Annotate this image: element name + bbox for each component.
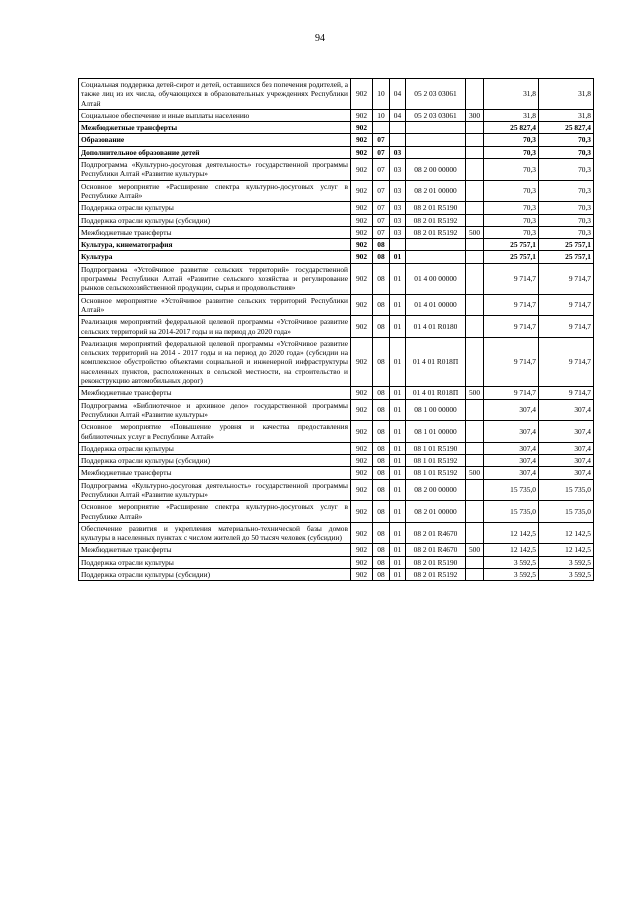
row-grbs: 902 [351,544,373,556]
table-row [79,522,594,544]
row-section: 08 [373,569,390,581]
table-row [79,467,594,479]
row-expense-type: 500 [466,467,484,479]
row-amount-2: 9 714,7 [539,316,594,338]
row-expense-type [466,251,484,263]
row-amount-2: 15 735,0 [539,501,594,523]
row-amount-2: 70,3 [539,146,594,158]
row-amount-2: 70,3 [539,159,594,181]
row-grbs: 902 [351,337,373,386]
row-amount-1: 307,4 [484,442,539,454]
row-expense-type: 300 [466,109,484,121]
row-section: 08 [373,522,390,544]
row-target-article: 08 2 01 R5192 [406,214,466,226]
row-section: 07 [373,202,390,214]
row-subsection: 03 [390,159,406,181]
row-amount-1: 12 142,5 [484,544,539,556]
row-expense-type [466,214,484,226]
row-section: 08 [373,501,390,523]
row-grbs: 902 [351,421,373,443]
budget-table [78,78,594,581]
table-row [79,442,594,454]
row-expense-type: 500 [466,226,484,238]
row-name: Основное мероприятие «Расширение спектра культурно-досуговых услуг в Республике Алтай» [79,501,351,523]
row-grbs: 902 [351,122,373,134]
row-grbs: 902 [351,316,373,338]
row-expense-type [466,202,484,214]
row-section: 08 [373,263,390,294]
row-section: 08 [373,294,390,316]
row-subsection: 01 [390,263,406,294]
row-amount-2: 70,3 [539,202,594,214]
table-row [79,109,594,121]
row-subsection [390,134,406,146]
row-subsection: 01 [390,421,406,443]
row-name: Основное мероприятие «Повышение уровня и качества предоставления библиотечных услуг в Республике Алтай» [79,421,351,443]
row-target-article: 05 2 03 03061 [406,79,466,110]
row-amount-2: 25 757,1 [539,239,594,251]
row-amount-1: 25 757,1 [484,239,539,251]
row-section: 08 [373,479,390,501]
row-expense-type [466,501,484,523]
row-subsection: 01 [390,337,406,386]
row-target-article [406,122,466,134]
row-target-article [406,146,466,158]
table-row [79,251,594,263]
row-name: Межбюджетные трансферты [79,387,351,399]
row-target-article: 01 4 01 R018П [406,337,466,386]
row-expense-type [466,399,484,421]
table-row [79,421,594,443]
row-grbs: 902 [351,479,373,501]
row-name: Реализация мероприятий федеральной целевой программы «Устойчивое развитие сельских территорий на 2014 - 2017 годы и на период до 2020 года» (субсидии на комплексное обустройство объектами социальной и инженерной инфраструктуры населенных пунктов, расположенных в сельской местности, на строительство и реконструкцию автомобильных дорог) [79,337,351,386]
row-section [373,122,390,134]
table-row [79,399,594,421]
row-expense-type [466,159,484,181]
row-expense-type [466,442,484,454]
row-expense-type [466,79,484,110]
row-amount-2: 3 592,5 [539,556,594,568]
row-expense-type [466,134,484,146]
row-expense-type [466,569,484,581]
row-target-article: 08 2 00 00000 [406,159,466,181]
table-row [79,569,594,581]
row-name: Культура, кинематография [79,239,351,251]
row-target-article: 08 1 00 00000 [406,399,466,421]
row-amount-2: 307,4 [539,421,594,443]
row-section: 07 [373,159,390,181]
row-amount-2: 70,3 [539,180,594,202]
row-name: Социальная поддержка детей-сирот и детей, оставшихся без попечения родителей, а также лиц из их числа, обучающихся в образовательных учреждениях Республики Алтай [79,79,351,110]
row-amount-1: 70,3 [484,180,539,202]
row-target-article: 01 4 01 R0180 [406,316,466,338]
table-row [79,455,594,467]
row-subsection: 01 [390,294,406,316]
row-expense-type [466,316,484,338]
row-section: 08 [373,467,390,479]
row-subsection: 03 [390,180,406,202]
row-name: Поддержка отрасли культуры [79,442,351,454]
row-grbs: 902 [351,387,373,399]
row-section: 07 [373,134,390,146]
row-amount-1: 25 827,4 [484,122,539,134]
row-expense-type: 500 [466,387,484,399]
row-target-article: 08 2 01 00000 [406,180,466,202]
row-amount-1: 307,4 [484,399,539,421]
row-grbs: 902 [351,442,373,454]
row-target-article: 08 2 01 R5192 [406,226,466,238]
row-name: Поддержка отрасли культуры (субсидии) [79,455,351,467]
table-row [79,556,594,568]
row-grbs: 902 [351,522,373,544]
row-section: 07 [373,180,390,202]
row-amount-1: 31,8 [484,79,539,110]
row-subsection: 03 [390,202,406,214]
row-amount-1: 9 714,7 [484,263,539,294]
row-target-article: 08 1 01 00000 [406,421,466,443]
row-name: Реализация мероприятий федеральной целевой программы «Устойчивое развитие сельских территорий на 2014-2017 годы и на период до 2020 года» [79,316,351,338]
row-expense-type [466,146,484,158]
row-grbs: 902 [351,146,373,158]
row-amount-1: 15 735,0 [484,479,539,501]
row-name: Подпрограмма «Культурно-досуговая деятельность» государственной программы Республики Алтай «Развитие культуры» [79,479,351,501]
row-name: Социальное обеспечение и иные выплаты населению [79,109,351,121]
row-section: 08 [373,387,390,399]
row-target-article: 08 2 01 R4670 [406,544,466,556]
row-expense-type [466,294,484,316]
row-grbs: 902 [351,202,373,214]
row-target-article [406,239,466,251]
table-row [79,79,594,110]
row-section: 08 [373,316,390,338]
row-name: Поддержка отрасли культуры [79,202,351,214]
row-amount-1: 9 714,7 [484,387,539,399]
row-grbs: 902 [351,109,373,121]
row-amount-2: 307,4 [539,467,594,479]
table-row [79,294,594,316]
row-amount-2: 70,3 [539,134,594,146]
row-amount-1: 31,8 [484,109,539,121]
row-amount-1: 9 714,7 [484,316,539,338]
row-expense-type [466,122,484,134]
row-name: Межбюджетные трансферты [79,122,351,134]
row-subsection: 04 [390,109,406,121]
row-amount-1: 12 142,5 [484,522,539,544]
row-expense-type [466,556,484,568]
row-amount-1: 3 592,5 [484,556,539,568]
row-section: 07 [373,214,390,226]
row-amount-1: 307,4 [484,467,539,479]
table-row [79,122,594,134]
row-amount-2: 70,3 [539,226,594,238]
row-grbs: 902 [351,214,373,226]
row-amount-1: 9 714,7 [484,294,539,316]
row-amount-1: 3 592,5 [484,569,539,581]
row-amount-2: 25 827,4 [539,122,594,134]
table-row [79,226,594,238]
row-name: Межбюджетные трансферты [79,544,351,556]
row-subsection [390,122,406,134]
row-subsection [390,239,406,251]
row-section: 07 [373,226,390,238]
table-row [79,263,594,294]
row-amount-1: 70,3 [484,146,539,158]
row-grbs: 902 [351,399,373,421]
row-expense-type [466,421,484,443]
row-amount-2: 9 714,7 [539,387,594,399]
row-expense-type [466,180,484,202]
row-amount-2: 25 757,1 [539,251,594,263]
row-amount-2: 9 714,7 [539,294,594,316]
row-name: Подпрограмма «Устойчивое развитие сельских территорий» государственной программы Республики Алтай «Развитие сельского хозяйства и регулирование рынков сельскохозяйственной продукции, сырья и продовольствия» [79,263,351,294]
row-grbs: 902 [351,455,373,467]
row-section: 08 [373,251,390,263]
table-row [79,501,594,523]
row-subsection: 01 [390,544,406,556]
row-amount-2: 70,3 [539,214,594,226]
row-expense-type [466,522,484,544]
row-amount-2: 31,8 [539,109,594,121]
table-row [79,544,594,556]
row-amount-2: 307,4 [539,399,594,421]
row-amount-1: 307,4 [484,421,539,443]
row-section: 08 [373,421,390,443]
row-subsection: 01 [390,387,406,399]
row-subsection: 01 [390,522,406,544]
table-row [79,134,594,146]
row-grbs: 902 [351,294,373,316]
row-section: 08 [373,239,390,251]
table-row [79,479,594,501]
row-target-article [406,251,466,263]
row-grbs: 902 [351,556,373,568]
row-subsection: 01 [390,251,406,263]
row-grbs: 902 [351,226,373,238]
row-name: Основное мероприятие «Устойчивое развитие сельских территорий Республики Алтай» [79,294,351,316]
row-target-article: 08 2 01 R4670 [406,522,466,544]
row-amount-1: 9 714,7 [484,337,539,386]
row-subsection: 03 [390,214,406,226]
row-name: Межбюджетные трансферты [79,467,351,479]
row-subsection: 03 [390,226,406,238]
row-amount-1: 307,4 [484,455,539,467]
row-expense-type [466,479,484,501]
row-target-article: 08 2 01 R5190 [406,202,466,214]
row-section: 08 [373,556,390,568]
row-target-article: 01 4 01 R018П [406,387,466,399]
row-expense-type: 500 [466,544,484,556]
row-section: 10 [373,79,390,110]
row-expense-type [466,337,484,386]
row-section: 07 [373,146,390,158]
row-target-article: 01 4 01 00000 [406,294,466,316]
row-amount-1: 25 757,1 [484,251,539,263]
budget-table-body [79,79,594,581]
row-subsection: 01 [390,399,406,421]
row-grbs: 902 [351,134,373,146]
row-amount-1: 70,3 [484,214,539,226]
table-row [79,337,594,386]
row-name: Поддержка отрасли культуры [79,556,351,568]
row-target-article [406,134,466,146]
row-subsection: 01 [390,479,406,501]
row-section: 08 [373,544,390,556]
row-section: 08 [373,455,390,467]
row-subsection: 03 [390,146,406,158]
row-name: Поддержка отрасли культуры (субсидии) [79,569,351,581]
row-target-article: 08 1 01 R5192 [406,455,466,467]
row-grbs: 902 [351,251,373,263]
row-amount-1: 15 735,0 [484,501,539,523]
row-target-article: 08 1 01 R5190 [406,442,466,454]
page-number: 94 [315,33,325,44]
table-row [79,159,594,181]
row-target-article: 05 2 03 03061 [406,109,466,121]
row-name: Дополнительное образование детей [79,146,351,158]
row-grbs: 902 [351,467,373,479]
row-grbs: 902 [351,180,373,202]
row-subsection: 01 [390,569,406,581]
row-section: 08 [373,442,390,454]
row-amount-2: 15 735,0 [539,479,594,501]
table-row [79,214,594,226]
row-name: Поддержка отрасли культуры (субсидии) [79,214,351,226]
row-subsection: 01 [390,467,406,479]
row-grbs: 902 [351,569,373,581]
row-amount-1: 70,3 [484,159,539,181]
row-target-article: 08 1 01 R5192 [406,467,466,479]
row-name: Подпрограмма «Культурно-досуговая деятельность» государственной программы Республики Алтай «Развитие культуры» [79,159,351,181]
row-subsection: 01 [390,501,406,523]
table-row [79,239,594,251]
row-expense-type [466,455,484,467]
row-target-article: 01 4 00 00000 [406,263,466,294]
row-section: 10 [373,109,390,121]
row-grbs: 902 [351,501,373,523]
row-name: Культура [79,251,351,263]
table-row [79,316,594,338]
row-name: Межбюджетные трансферты [79,226,351,238]
table-row [79,202,594,214]
row-grbs: 902 [351,79,373,110]
row-expense-type [466,263,484,294]
table-row [79,387,594,399]
row-target-article: 08 2 01 R5192 [406,569,466,581]
table-row [79,180,594,202]
row-amount-1: 70,3 [484,202,539,214]
row-section: 08 [373,337,390,386]
row-amount-2: 12 142,5 [539,544,594,556]
row-grbs: 902 [351,159,373,181]
row-target-article: 08 2 00 00000 [406,479,466,501]
row-subsection: 04 [390,79,406,110]
row-target-article: 08 2 01 00000 [406,501,466,523]
row-name: Образование [79,134,351,146]
row-amount-2: 9 714,7 [539,263,594,294]
row-amount-2: 307,4 [539,442,594,454]
row-subsection: 01 [390,556,406,568]
row-name: Подпрограмма «Библиотечное и архивное дело» государственной программы Республики Алтай «Развитие культуры» [79,399,351,421]
row-amount-2: 31,8 [539,79,594,110]
row-amount-2: 3 592,5 [539,569,594,581]
row-name: Основное мероприятие «Расширение спектра культурно-досуговых услуг в Республике Алтай» [79,180,351,202]
row-target-article: 08 2 01 R5190 [406,556,466,568]
row-name: Обеспечение развития и укрепления материально-технической базы домов культуры в населенных пунктах с числом жителей до 50 тысяч человек (субсидии) [79,522,351,544]
row-subsection: 01 [390,455,406,467]
row-grbs: 902 [351,239,373,251]
row-section: 08 [373,399,390,421]
table-row [79,146,594,158]
row-amount-1: 70,3 [484,226,539,238]
row-grbs: 902 [351,263,373,294]
row-amount-2: 307,4 [539,455,594,467]
row-amount-2: 12 142,5 [539,522,594,544]
row-expense-type [466,239,484,251]
row-amount-1: 70,3 [484,134,539,146]
row-subsection: 01 [390,442,406,454]
row-subsection: 01 [390,316,406,338]
row-amount-2: 9 714,7 [539,337,594,386]
